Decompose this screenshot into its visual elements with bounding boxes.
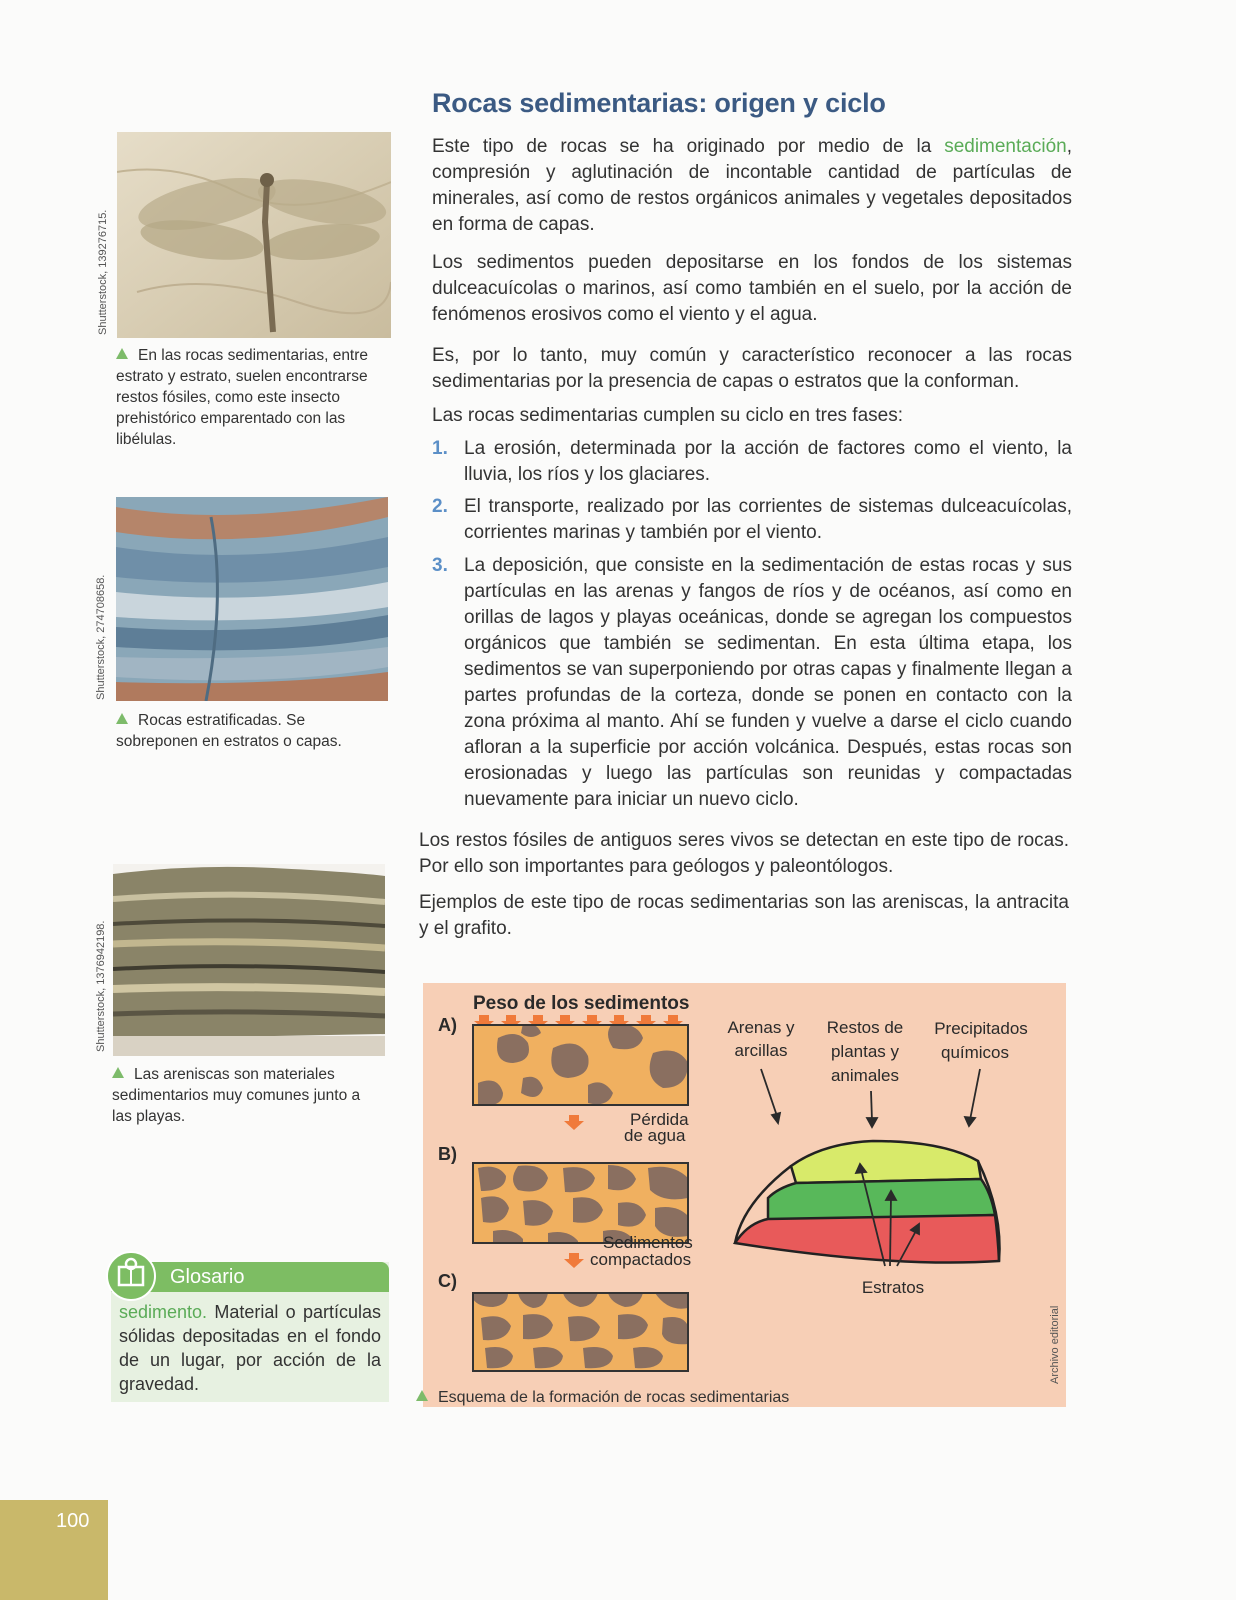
sandstone-caption: Las areniscas son materiales sedimentarios muy comunes junto a las playas. xyxy=(112,1066,361,1125)
stratified-rock-image xyxy=(116,497,388,701)
paragraph-deposit: Los sedimentos pueden depositarse en los fondos de los sistemas dulceacuícolas o marinos, así como también en el suelo, por la acción de fenómenos erosivos como el viento y el agua. xyxy=(432,252,1072,325)
remains-label-1: Restos de xyxy=(826,1018,904,1037)
phase-item-1 xyxy=(432,436,1072,488)
sedimentation-diagram-svg xyxy=(423,983,1066,1407)
stage-a-label: A) xyxy=(438,1015,457,1035)
sediment-box-c xyxy=(473,1293,688,1371)
down-arrow-icon xyxy=(564,1253,584,1268)
book-icon xyxy=(106,1251,156,1301)
precip-label-2: químicos xyxy=(940,1043,1010,1062)
phase-number: 3. xyxy=(432,555,448,576)
photo-credit-fossil: Shutterstock, 139276715. xyxy=(97,209,109,335)
remains-label-2: plantas y xyxy=(830,1042,900,1061)
stage-c-label: C) xyxy=(438,1271,457,1291)
paragraph-layers: Es, por lo tanto, muy común y característico reconocer a las rocas sedimentarias por la presencia de capas o estratos que la conforman. xyxy=(432,345,1072,392)
strata-caption: Rocas estratificadas. Se sobreponen en estratos o capas. xyxy=(116,712,342,750)
glossary-definition: sedimento. Material o partículas sólidas depositadas en el fondo de un lugar, por acción de la gravedad. xyxy=(119,1302,381,1394)
diagram-credit: Archivo editorial xyxy=(1049,1305,1061,1384)
phase-text: La deposición, que consiste en la sedimentación de estas rocas y sus partículas en las arenas y fangos de ríos y de océanos, así como en orillas de lagos y playas oceánicas, donde se agregan los compuestos orgánicos que también se sedimentan. En esta última etapa, los sedimentos se van superponiendo por otras capas y finalmente llegan a partes profundas de la corteza, donde se ponen en contacto con la zona próxima al manto. Ahí se funden y vuelve a darse el ciclo cuando afloran a la superficie por acción volcánica. Después, estas rocas son erosionadas y luego las partículas son reunidas y compactadas nuevamente para iniciar un nuevo ciclo. xyxy=(464,555,1072,810)
sand-label-1: Arenas y xyxy=(727,1018,795,1037)
sedimentacion-term: sedimentación xyxy=(944,136,1067,157)
compacted-label-1: Sedimentos xyxy=(603,1233,693,1252)
photo-credit-strata: Shutterstock, 274708658. xyxy=(95,574,107,700)
strata-dome xyxy=(735,1141,1000,1263)
glossary-title: Glosario xyxy=(170,1266,245,1288)
glossary-term: sedimento. xyxy=(119,1302,208,1322)
phase-text: La erosión, determinada por la acción de factores como el viento, la lluvia, los ríos y los glaciares. xyxy=(464,438,1072,485)
caption-triangle-icon xyxy=(116,713,128,724)
paragraph-examples: Ejemplos de este tipo de rocas sedimentarias son las areniscas, la antracita y el grafito. xyxy=(419,892,1069,939)
sandstone-image xyxy=(113,864,385,1056)
sedimentation-diagram xyxy=(423,983,1066,1407)
page-number: 100 xyxy=(56,1510,90,1532)
water-loss-label-2: de agua xyxy=(624,1126,686,1145)
fossil-caption: En las rocas sedimentarias, entre estrato y estrato, suelen encontrarse restos fósiles, como este insecto prehistórico emparentado con las libélulas. xyxy=(116,347,369,448)
fossil-dragonfly-photo xyxy=(117,132,391,338)
caption-triangle-icon xyxy=(416,1390,428,1401)
sandstone-photo xyxy=(113,864,385,1056)
phase-number: 1. xyxy=(432,438,448,459)
paragraph-phases-intro: Las rocas sedimentarias cumplen su ciclo en tres fases: xyxy=(432,405,903,426)
sand-label-2: arcillas xyxy=(734,1041,788,1060)
stage-b-label: B) xyxy=(438,1144,457,1164)
phase-item-3 xyxy=(432,553,1072,813)
diagram-caption: Esquema de la formación de rocas sedimentarias xyxy=(416,1387,1016,1408)
down-arrow-icon xyxy=(564,1115,584,1130)
page-number-tab xyxy=(0,1500,108,1600)
paragraph-fossils: Los restos fósiles de antiguos seres vivos se detectan en este tipo de rocas. Por ello son importantes para geólogos y paleontólogos. xyxy=(419,830,1069,877)
caption-triangle-icon xyxy=(112,1067,124,1078)
remains-label-3: animales xyxy=(830,1066,900,1085)
weight-heading: Peso de los sedimentos xyxy=(473,993,690,1014)
precip-label-1: Precipitados xyxy=(934,1019,1028,1038)
phase-text: El transporte, realizado por las corrientes de sistemas dulceacuícolas, corrientes marinas y también por el viento. xyxy=(464,496,1072,543)
water-loss-label-1: Pérdida xyxy=(630,1110,689,1129)
photo-credit-sandstone: Shutterstock, 1376942198. xyxy=(95,920,107,1052)
dragonfly-fossil-image xyxy=(117,132,391,338)
caption-triangle-icon xyxy=(116,348,128,359)
intro-paragraph: Este tipo de rocas se ha originado por medio de la sedimentación, compresión y aglutinación de incontable cantidad de partículas de minerales, así como de restos orgánicos animales y vegetales depositados en forma de capas. xyxy=(432,136,1072,235)
phase-number: 2. xyxy=(432,496,448,517)
stratified-rocks-photo xyxy=(116,497,388,701)
compacted-label-2: compactados xyxy=(590,1250,692,1269)
page-title: Rocas sedimentarias: origen y ciclo xyxy=(432,88,886,118)
sediment-box-a xyxy=(473,1023,688,1106)
phase-item-2 xyxy=(432,494,1072,546)
strata-label: Estratos xyxy=(861,1278,925,1297)
